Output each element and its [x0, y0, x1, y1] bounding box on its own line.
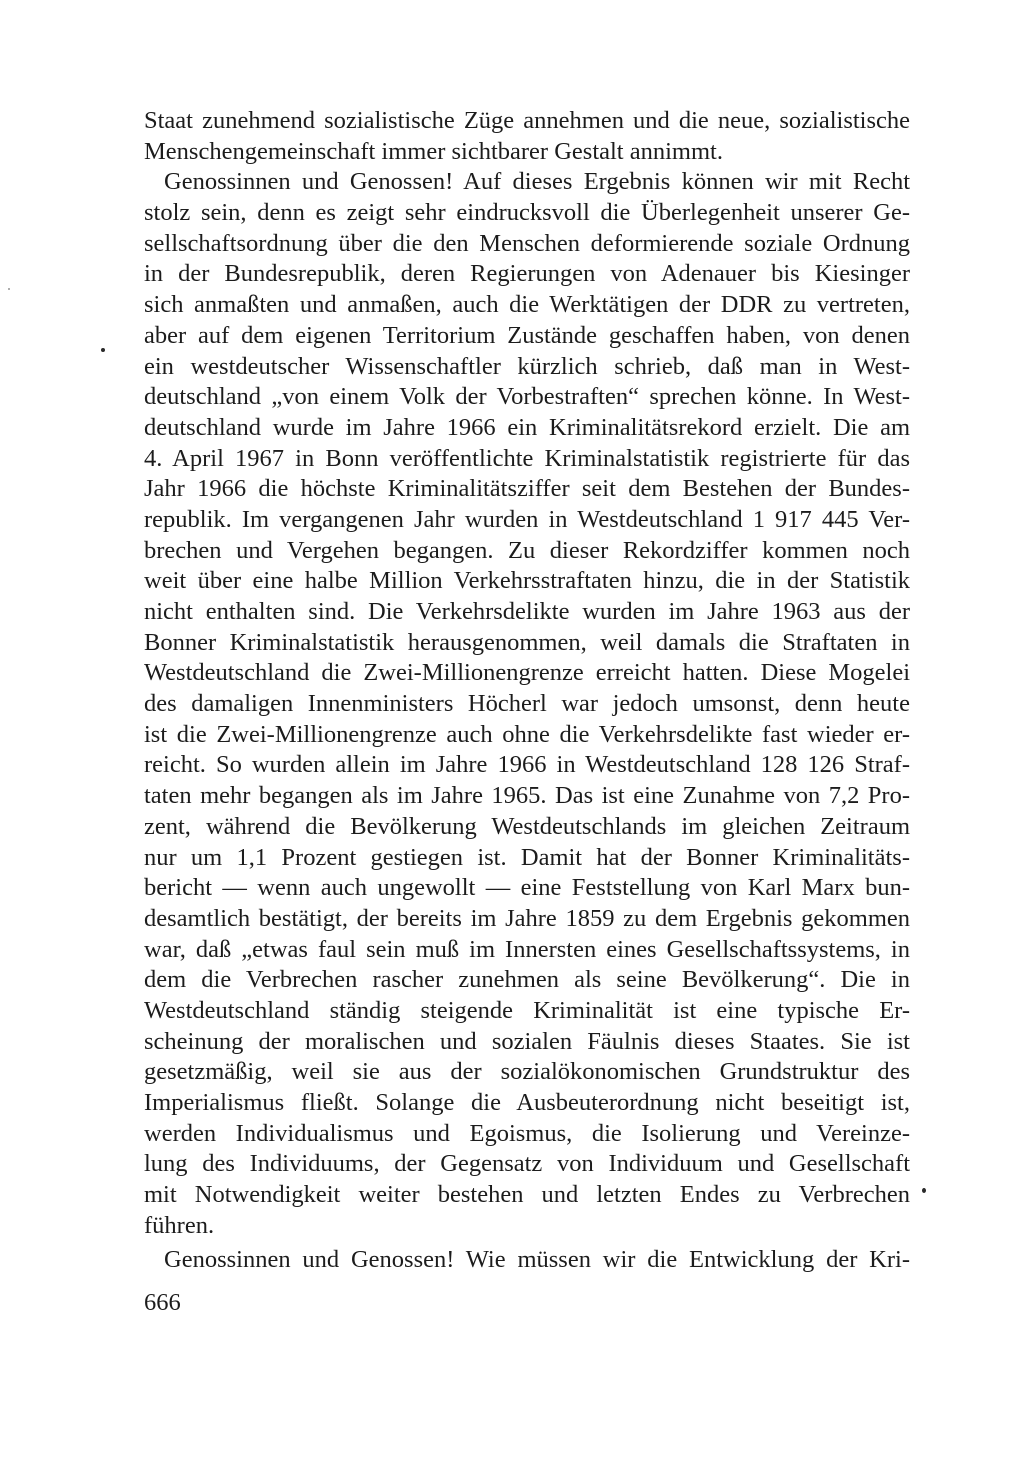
text-line: Staat zunehmend sozialistische Züge annehmen und die neue, sozialistische [144, 107, 910, 134]
print-speck [8, 288, 10, 290]
text-line: desamtlich bestätigt, der bereits im Jahre 1859 zu dem Ergebnis gekommen [144, 904, 910, 932]
text-line: aber auf dem eigenen Territorium Zustände geschaffen haben, von denen [144, 321, 910, 349]
text-line: dem die Verbrechen rascher zunehmen als seine Bevölkerung“. Die in [144, 966, 910, 994]
text-line: nur um 1,1 Prozent gestiegen ist. Damit hat der Bonner Kriminalitäts- [144, 843, 910, 871]
text-line: werden Individualismus und Egoismus, die Isolierung und Vereinze- [144, 1119, 910, 1147]
text-line: ist die Zwei-Millionengrenze auch ohne die Verkehrsdelikte fast wieder er- [144, 720, 910, 748]
text-line: nicht enthalten sind. Die Verkehrsdelikte wurden im Jahre 1963 aus der [144, 598, 910, 625]
text-line: Menschengemeinschaft immer sichtbarer Gestalt annimmt. [144, 137, 723, 165]
text-line: in der Bundesrepublik, deren Regierungen von Adenauer bis Kiesinger [144, 260, 910, 288]
text-line: Westdeutschland ständig steigende Kriminalität ist eine typische Er- [144, 996, 910, 1024]
text-line: deutschland „von einem Volk der Vorbestraften“ sprechen könne. In West- [144, 383, 910, 411]
print-speck [101, 348, 105, 352]
text-line: gesetzmäßig, weil sie aus der sozialökonomischen Grundstruktur des [144, 1058, 910, 1086]
text-line: führen. [144, 1211, 215, 1239]
print-speck [922, 1188, 926, 1193]
text-line: Bonner Kriminalstatistik herausgenommen, weil damals die Straftaten in [144, 628, 910, 656]
text-line: reicht. So wurden allein im Jahre 1966 in Westdeutschland 128 126 Straf- [144, 751, 910, 779]
text-line: deutschland wurde im Jahre 1966 ein Kriminalitätsrekord erzielt. Die am [144, 413, 910, 441]
text-line: Jahr 1966 die höchste Kriminalitätsziffer seit dem Bestehen der Bundes- [144, 475, 910, 503]
text-line: republik. Im vergangenen Jahr wurden in Westdeutschland 1 917 445 Ver- [144, 505, 910, 533]
text-line: lung des Individuums, der Gegensatz von Individuum und Gesellschaft [144, 1150, 910, 1178]
text-line: sellschaftsordnung über die den Menschen deformierende soziale Ordnung [144, 229, 910, 257]
text-line: zent, während die Bevölkerung Westdeutschlands im gleichen Zeitraum [144, 812, 910, 840]
paragraph-start-line: Genossinnen und Genossen! Wie müssen wir die Entwicklung der Kri- [164, 1246, 910, 1274]
page-number: 666 [144, 1289, 181, 1316]
text-line: stolz sein, denn es zeigt sehr eindrucksvoll die Überlegenheit unserer Ge- [144, 199, 910, 227]
text-line: mit Notwendigkeit weiter bestehen und letzten Endes zu Verbrechen [144, 1181, 910, 1209]
text-line: brechen und Vergehen begangen. Zu dieser Rekordziffer kommen noch [144, 536, 910, 564]
text-line: Westdeutschland die Zwei-Millionengrenze erreicht hatten. Diese Mogelei [144, 659, 910, 687]
text-line: ein westdeutscher Wissenschaftler kürzlich schrieb, daß man in West- [144, 352, 910, 380]
paragraph-start-line: Genossinnen und Genossen! Auf dieses Ergebnis können wir mit Recht [164, 168, 910, 196]
text-line: weit über eine halbe Million Verkehrsstraftaten hinzu, die in der Statistik [144, 567, 910, 595]
text-line: bericht — wenn auch ungewollt — eine Feststellung von Karl Marx bun- [144, 874, 910, 902]
text-line: war, daß „etwas faul sein muß im Innersten eines Gesellschaftssystems, in [144, 935, 910, 963]
text-line: sich anmaßten und anmaßen, auch die Werktätigen der DDR zu vertreten, [144, 291, 910, 319]
text-line: Imperialismus fließt. Solange die Ausbeuterordnung nicht beseitigt ist, [144, 1089, 910, 1116]
text-line: scheinung der moralischen und sozialen Fäulnis dieses Staates. Sie ist [144, 1027, 910, 1055]
text-line: des damaligen Innenministers Höcherl war jedoch umsonst, denn heute [144, 690, 910, 718]
text-line: 4. April 1967 in Bonn veröffentlichte Kriminalstatistik registrierte für das [144, 444, 910, 472]
body-text [144, 106, 910, 1276]
text-line: taten mehr begangen als im Jahre 1965. Das ist eine Zunahme von 7,2 Pro- [144, 782, 910, 810]
